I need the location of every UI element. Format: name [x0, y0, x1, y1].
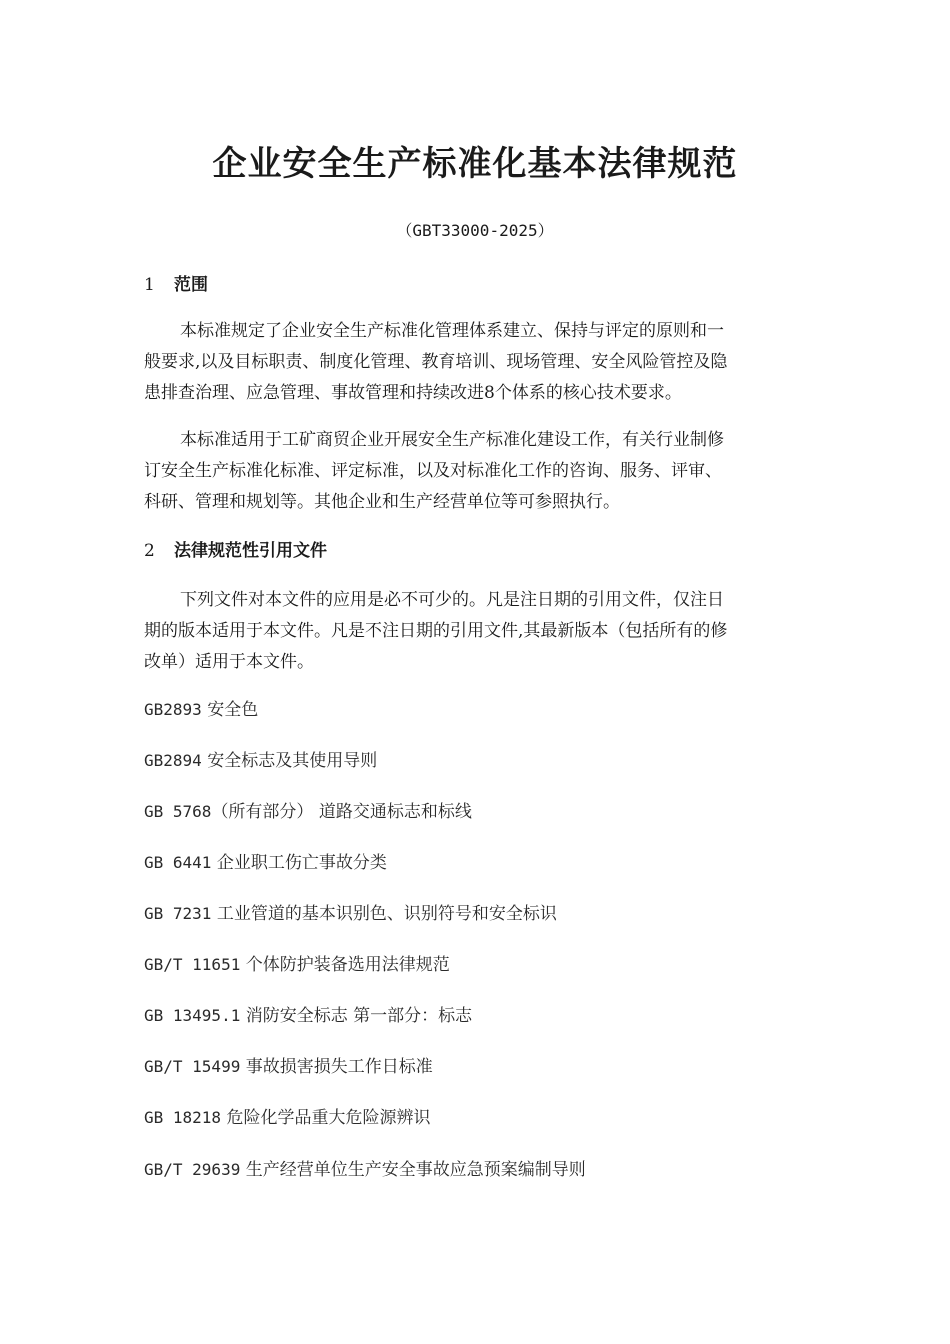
- reference-name: 事故损害损失工作日标准: [245, 1057, 433, 1077]
- reference-code: GB 5768: [144, 802, 212, 821]
- paragraph-line: 般要求,以及目标职责、制度化管理、教育培训、现场管理、安全风险管控及隐: [144, 352, 728, 372]
- reference-item: [144, 850, 387, 876]
- paragraph-line: 科研、管理和规划等。其他企业和生产经营单位等可参照执行。: [144, 492, 620, 512]
- reference-code: GB 7231: [144, 904, 212, 923]
- reference-code: GB 13495.1: [144, 1006, 241, 1025]
- reference-code: GB/T 11651: [144, 955, 241, 974]
- section-heading-normative-references: [144, 538, 327, 564]
- reference-item: [144, 748, 377, 774]
- section-title: 范围: [174, 275, 208, 295]
- reference-name: 安全标志及其使用导则: [207, 751, 378, 771]
- paragraph-line: 下列文件对本文件的应用是必不可少的。凡是注日期的引用文件，仅注日: [180, 590, 724, 610]
- paragraph-line: 改单）适用于本文件。: [144, 652, 314, 672]
- reference-name: 工业管道的基本识别色、识别符号和安全标识: [216, 904, 557, 924]
- paragraph-line: 期的版本适用于本文件。凡是不注日期的引用文件,其最新版本（包括所有的修: [144, 621, 728, 641]
- reference-item: [144, 1157, 586, 1183]
- document-title: 企业安全生产标准化基本法律规范: [212, 144, 738, 184]
- paragraph: [144, 316, 809, 409]
- reference-item: [144, 1003, 472, 1029]
- standard-number: （GBT33000-2025）: [396, 221, 554, 240]
- reference-item: [144, 697, 258, 723]
- reference-item: [144, 1054, 433, 1080]
- reference-name: 消防安全标志 第一部分：标志: [245, 1006, 473, 1026]
- reference-item: [144, 952, 450, 978]
- reference-name: 个体防护装备选用法律规范: [245, 955, 450, 975]
- reference-code: GB2894: [144, 751, 202, 770]
- reference-code: GB 18218: [144, 1108, 222, 1127]
- paragraph-line: 本标准规定了企业安全生产标准化管理体系建立、保持与评定的原则和一: [180, 321, 724, 341]
- section-number: 1: [144, 275, 155, 295]
- reference-item: [144, 799, 472, 825]
- section-title: 法律规范性引用文件: [174, 541, 327, 561]
- paragraph: [144, 585, 809, 678]
- paragraph-line: 订安全生产标准化标准、评定标准，以及对标准化工作的咨询、服务、评审、: [144, 461, 722, 481]
- reference-item: [144, 901, 557, 927]
- paragraph-line: 患排查治理、应急管理、事故管理和持续改进8个体系的核心技术要求。: [144, 383, 682, 403]
- reference-item: [144, 1105, 430, 1131]
- reference-name: 企业职工伤亡事故分类: [216, 853, 387, 873]
- reference-name: 安全色: [207, 700, 259, 720]
- section-number: 2: [144, 541, 155, 561]
- paragraph-line: 本标准适用于工矿商贸企业开展安全生产标准化建设工作，有关行业制修: [180, 430, 724, 450]
- reference-code: GB/T 15499: [144, 1057, 241, 1076]
- reference-name: 危险化学品重大危险源辨识: [226, 1108, 431, 1128]
- reference-name: 生产经营单位生产安全事故应急预案编制导则: [245, 1160, 586, 1180]
- reference-code: GB2893: [144, 700, 202, 719]
- section-heading-scope: [144, 272, 208, 298]
- reference-code: GB 6441: [144, 853, 212, 872]
- reference-code: GB/T 29639: [144, 1160, 241, 1179]
- paragraph: [144, 425, 809, 518]
- reference-name: （所有部分） 道路交通标志和标线: [211, 802, 472, 822]
